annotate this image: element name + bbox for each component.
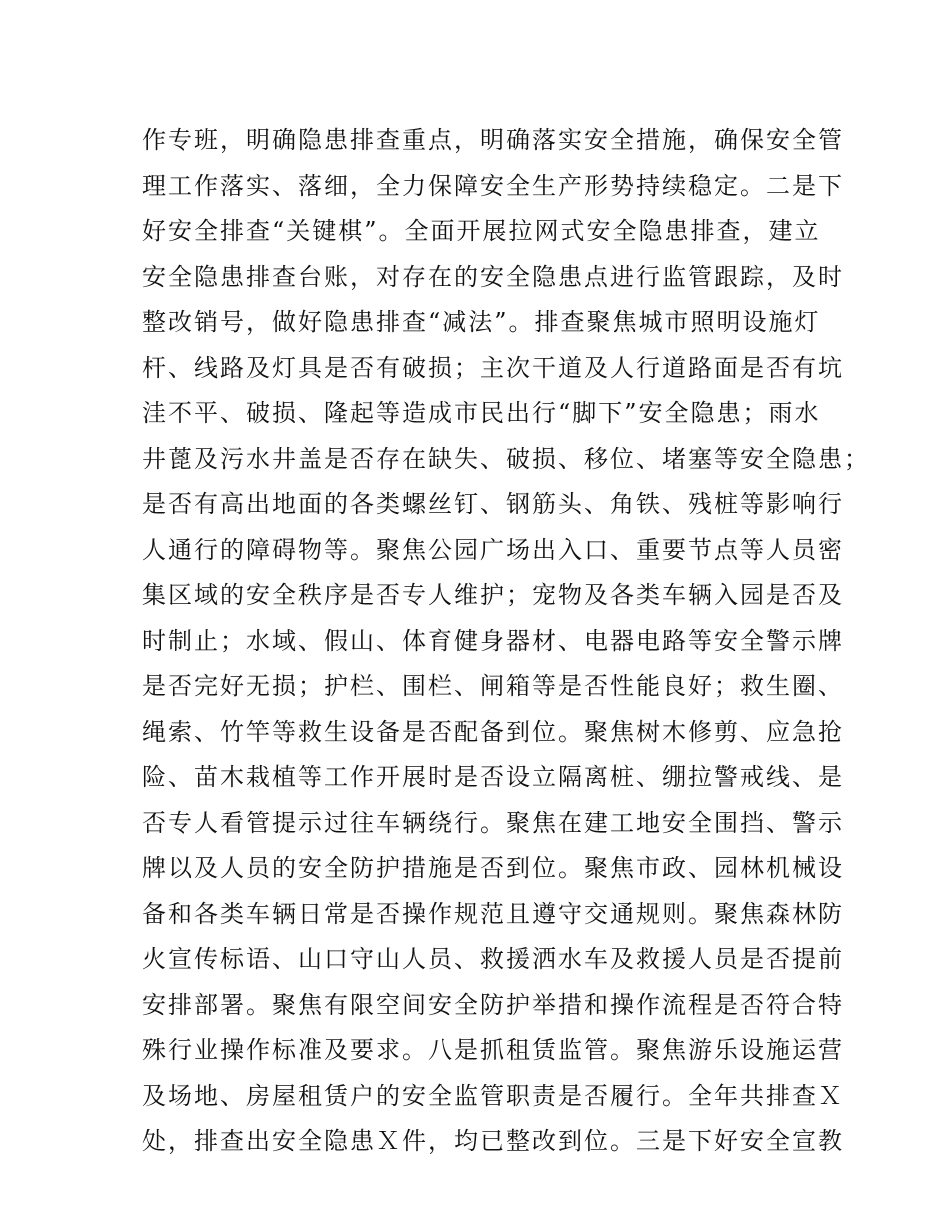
text-line: 是否完好无损；护栏、围栏、闸箱等是否性能良好；救生圈、: [142, 672, 844, 700]
text-line: 集区域的安全秩序是否专人维护；宠物及各类车辆入园是否及: [142, 581, 844, 609]
text-line: 险、苗木栽植等工作开展时是否设立隔离桩、绷拉警戒线、是: [142, 763, 844, 791]
text-line: 殊行业操作标准及要求。八是抓租赁监管。聚焦游乐设施运营: [142, 1036, 844, 1064]
text-line: 绳索、竹竿等救生设备是否配备到位。聚焦树木修剪、应急抢: [142, 717, 844, 746]
text-line: 洼不平、破损、隆起等造成市民出行“脚下”安全隐患；雨水: [142, 399, 821, 427]
text-line: 好安全排查“关键棋”。全面开展拉网式安全隐患排查，建立: [142, 217, 821, 245]
text-line: 理工作落实、落细，全力保障安全生产形势持续稳定。二是下: [142, 171, 844, 200]
text-line: 是否有高出地面的各类螺丝钉、钢筋头、角铁、残桩等影响行: [142, 490, 844, 518]
body-text: [142, 118, 870, 1165]
text-line: 整改销号，做好隐患排查“减法”。排查聚焦城市照明设施灯: [142, 308, 821, 336]
text-line: 安排部署。聚焦有限空间安全防护举措和操作流程是否符合特: [142, 990, 844, 1019]
text-line: 否专人看管提示过往车辆绕行。聚焦在建工地安全围挡、警示: [142, 808, 844, 837]
text-line: 火宣传标语、山口守山人员、救援洒水车及救援人员是否提前: [142, 945, 844, 973]
text-line: 安全隐患排查台账，对存在的安全隐患点进行监管跟踪，及时: [142, 262, 844, 291]
text-line: 牌以及人员的安全防护措施是否到位。聚焦市政、园林机械设: [142, 854, 844, 882]
text-line: 人通行的障碍物等。聚焦公园广场出入口、重要节点等人员密: [142, 535, 844, 564]
text-line: 井蓖及污水井盖是否存在缺失、破损、移位、堵塞等安全隐患；: [142, 444, 870, 473]
text-line: 及场地、房屋租赁户的安全监管职责是否履行。全年共排查Ｘ: [142, 1081, 844, 1110]
text-line: 处，排查出安全隐患Ｘ件，均已整改到位。三是下好安全宣教: [142, 1127, 844, 1155]
text-line: 时制止；水域、假山、体育健身器材、电器电路等安全警示牌: [142, 626, 844, 655]
text-line: 杆、线路及灯具是否有破损；主次干道及人行道路面是否有坑: [142, 353, 844, 382]
text-line: 备和各类车辆日常是否操作规范且遵守交通规则。聚焦森林防: [142, 899, 844, 928]
text-line: 作专班，明确隐患排查重点，明确落实安全措施，确保安全管: [142, 126, 844, 154]
